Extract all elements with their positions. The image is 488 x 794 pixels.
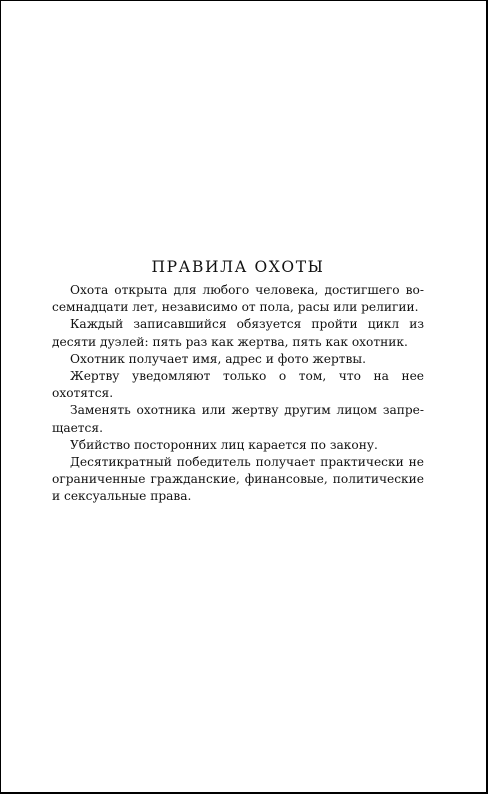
page-content xyxy=(52,258,424,506)
paragraph-7: Десятикратный победитель получает практически не ограниченные гражданские, финансовые, политические и сексуальные права. xyxy=(52,455,424,504)
paragraph-3: Охотник получает имя, адрес и фото жертвы. xyxy=(70,351,366,366)
paragraph-4: Жертву уведомляют только о том, что на нее охотятся. xyxy=(52,369,424,401)
paragraph-1: Охота открыта для любого человека, достигшего восемнадцати лет, независимо от пола, расы или религии. xyxy=(52,283,424,315)
page-title: ПРАВИЛА ОХОТЫ xyxy=(151,258,325,276)
paragraph-2: Каждый записавшийся обязуется пройти цикл из десяти дуэлей: пять раз как жертва, пять как охотник. xyxy=(52,317,424,349)
paragraph-5: Заменять охотника или жертву другим лицом запрещается. xyxy=(52,403,424,435)
paragraph-6: Убийство посторонних лиц карается по закону. xyxy=(70,437,378,452)
